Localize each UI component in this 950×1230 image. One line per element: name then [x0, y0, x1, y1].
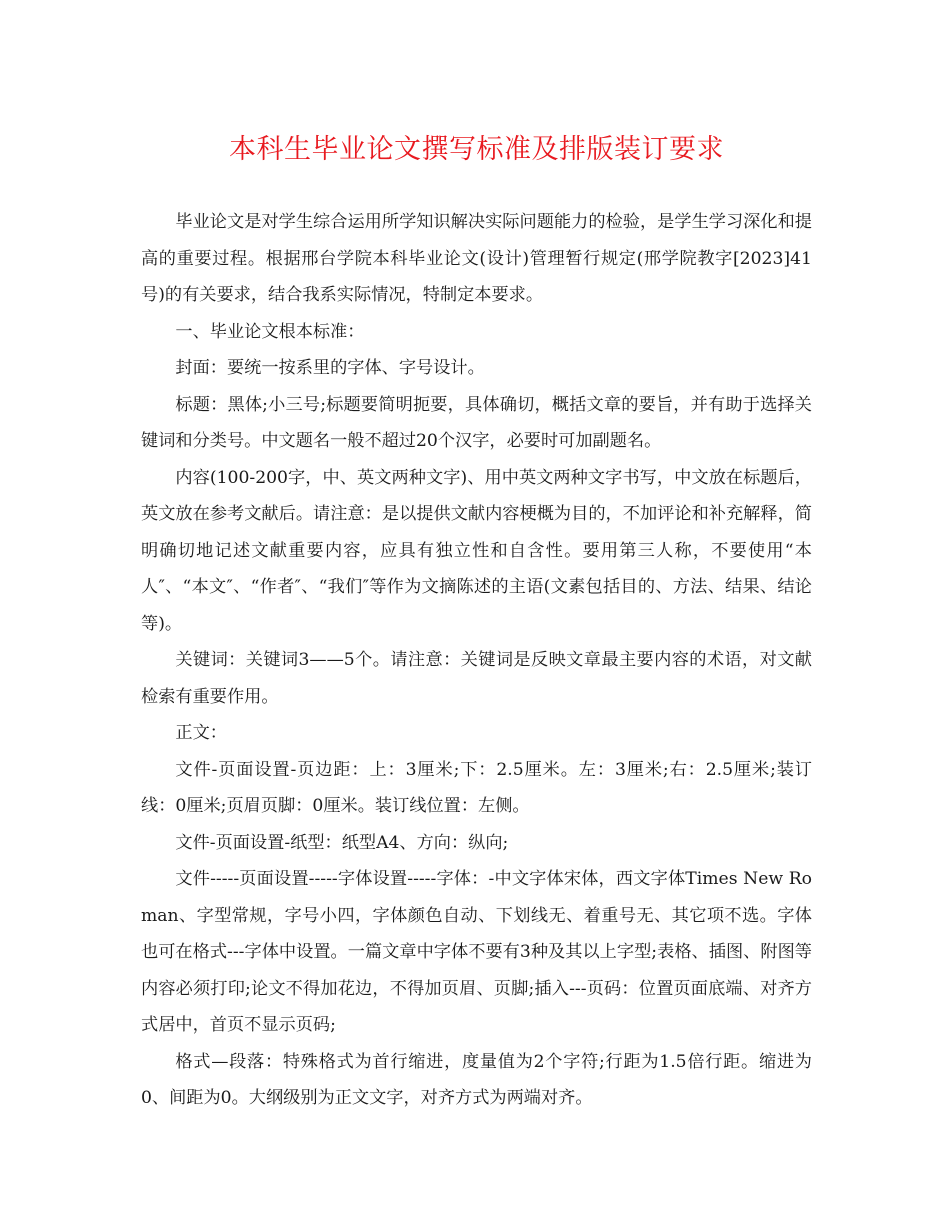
paragraph-main-text-heading: 正文：	[175, 723, 227, 743]
paragraph-section-heading: 一、毕业论文根本标准：	[175, 321, 365, 342]
document-title: 本科生毕业论文撰写标准及排版装订要求	[229, 134, 724, 165]
paragraph-intro: 毕业论文是对学生综合运用所学知识解决实际问题能力的检验，是学生学习深化和提高的重要过程。根据邢台学院本科毕业论文(设计)管理暂行规定(邢学院教字[2023]41号)的有关要求，结合我系实际情况，特制定本要求。	[141, 212, 812, 305]
paragraph-font-settings: 文件-----页面设置-----字体设置-----字体：-中文字体宋体，西文字体Times New Roman、字型常规，字号小四，字体颜色自动、下划线无、着重号无、其它项不选。字体也可在格式---字体中设置。一篇文章中字体不要有3种及其以上字型;表格、插图、附图等内容必须打印;论文不得加花边，不得加页眉、页脚;插入---页码：位置页面底端、对齐方式居中，首页不显示页码;	[141, 869, 812, 1035]
paragraph-cover: 封面：要统一按系里的字体、字号设计。	[175, 358, 485, 378]
paragraph-abstract-rules: 内容(100-200字，中、英文两种文字)、用中英文两种文字书写，中文放在标题后，英文放在参考文献后。请注意：是以提供文献内容梗概为目的，不加评论和补充解释，简明确切地记述文献重要内容，应具有独立性和自含性。要用第三人称，不要使用“本人″、“本文″、“作者″、“我们″等作为文摘陈述的主语(文素包括目的、方法、结果、结论等)。	[141, 467, 812, 634]
paragraph-format: 格式—段落：特殊格式为首行缩进，度量值为2个字符;行距为1.5倍行距。缩进为0、间距为0。大纲级别为正文文字，对齐方式为两端对齐。	[141, 1051, 812, 1108]
document-body	[141, 204, 812, 1117]
paragraph-margins: 文件-页面设置-页边距：上：3厘米;下：2.5厘米。左：3厘米;右：2.5厘米;装订线：0厘米;页眉页脚：0厘米。装订线位置：左侧。	[141, 759, 812, 816]
paragraph-paper-size: 文件-页面设置-纸型：纸型A4、方向：纵向;	[175, 832, 509, 853]
paragraph-keywords: 关键词：关键词3——5个。请注意：关键词是反映文章最主要内容的术语，对文献检索有重要作用。	[141, 650, 812, 707]
paragraph-title-rules: 标题：黑体;小三号;标题要简明扼要，具体确切，概括文章的要旨，并有助于选择关键词和分类号。中文题名一般不超过20个汉字，必要时可加副题名。	[141, 394, 812, 451]
